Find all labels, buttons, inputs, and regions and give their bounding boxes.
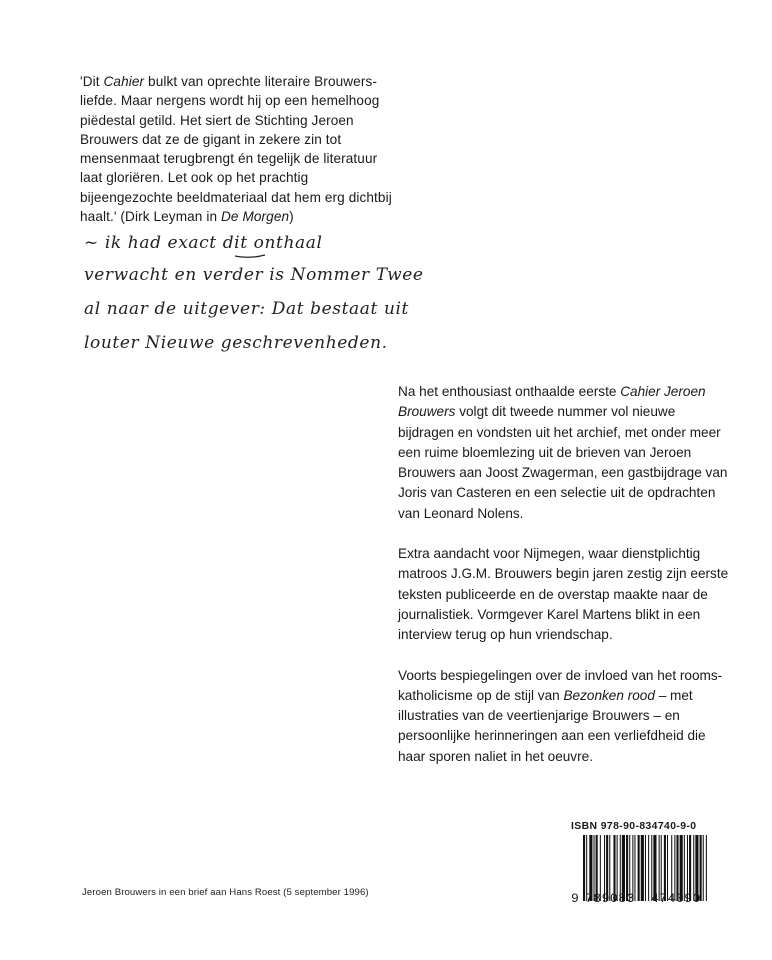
handwritten-line-4: louter Nieuwe geschrevenheden. [84, 333, 388, 353]
isbn-barcode [571, 821, 716, 909]
blurb-p3-title: Bezonken rood [563, 687, 655, 703]
quote-text-body: bulkt van oprechte literaire Brouwers-liefde. Maar nergens wordt hij op een hemelhoog piëdestal getild. Het siert de Stichting Jeroen Brouwers dat ze de gigant in zekere zin tot mensenmaat terugbrengt én tegelijk de literatuur laat gloriëren. Let ook op het prachtig bijeengezochte beeldmateriaal dat hem erg dichtbij haalt.' (Dirk Leyman in [80, 74, 392, 225]
handwritten-line-1: ~ ik had exact dit onthaal [84, 233, 323, 253]
handwritten-line-2: verwacht en verder is Nommer Twee [84, 265, 424, 285]
photo-caption: Jeroen Brouwers in een brief aan Hans Roest (5 september 1996) [82, 887, 369, 898]
handwritten-note-image [82, 226, 442, 366]
barcode-bar [706, 835, 707, 901]
quote-text-start: 'Dit [80, 74, 104, 89]
blurb-p3-start: Voorts bespiegelingen over de invloed van het rooms-katholicisme op de stijl van [398, 667, 723, 703]
quote-text-end: ) [289, 209, 294, 225]
blurb-p1-title: Cahier Jeroen Brouwers [398, 384, 706, 420]
quote-source-title: De Morgen [221, 209, 290, 225]
barcode-right-digits: 474090 [651, 891, 701, 906]
review-quote [80, 72, 400, 226]
barcode-left-digits: 789083 [585, 891, 635, 906]
barcode-bar [645, 835, 646, 901]
blurb-paragraph-3 [398, 666, 730, 767]
isbn-label: ISBN 978-90-834740-9-0 [571, 821, 697, 832]
blurb-p3-end: – met illustraties van de veertienjarige Brouwers – en persoonlijke herinneringen aan een verliefdheid die haar sporen naliet in het oeuvre. [398, 687, 706, 764]
barcode-bar [638, 835, 640, 901]
barcode-bar [703, 835, 704, 901]
blurb-paragraph-2: Extra aandacht voor Nijmegen, waar dienstplichtig matroos J.G.M. Brouwers begin jaren zestig zijn eerste teksten publiceerde en de overstap maakte naar de journalistiek. Vormgever Karel Martens blikt in een interview terug op hun vriendschap. [398, 546, 729, 643]
barcode-first-digit: 9 [571, 891, 580, 906]
barcode-bar [648, 835, 649, 901]
review-quote-text [80, 72, 400, 226]
back-cover-blurb [398, 382, 730, 787]
handwritten-line-3: al naar de uitgever: Dat bestaat uit [84, 299, 409, 319]
blurb-p1-end: volgt dit tweede nummer vol nieuwe bijdragen en vondsten uit het archief, met onder meer een ruime bloemlezing uit de brieven van Jeroen Brouwers aan Joost Zwagerman, een gastbijdrage van Joris van Casteren en een selectie uit de opdrachten van Leonard Nolens. [398, 404, 728, 521]
handwritten-underline [235, 255, 265, 257]
handwritten-note [82, 226, 442, 366]
barcode-bar [641, 835, 644, 901]
quote-cahier-title: Cahier [103, 74, 145, 89]
blurb-paragraph-1 [398, 382, 730, 524]
blurb-p1-start: Na het enthousiast onthaalde eerste [398, 384, 621, 399]
